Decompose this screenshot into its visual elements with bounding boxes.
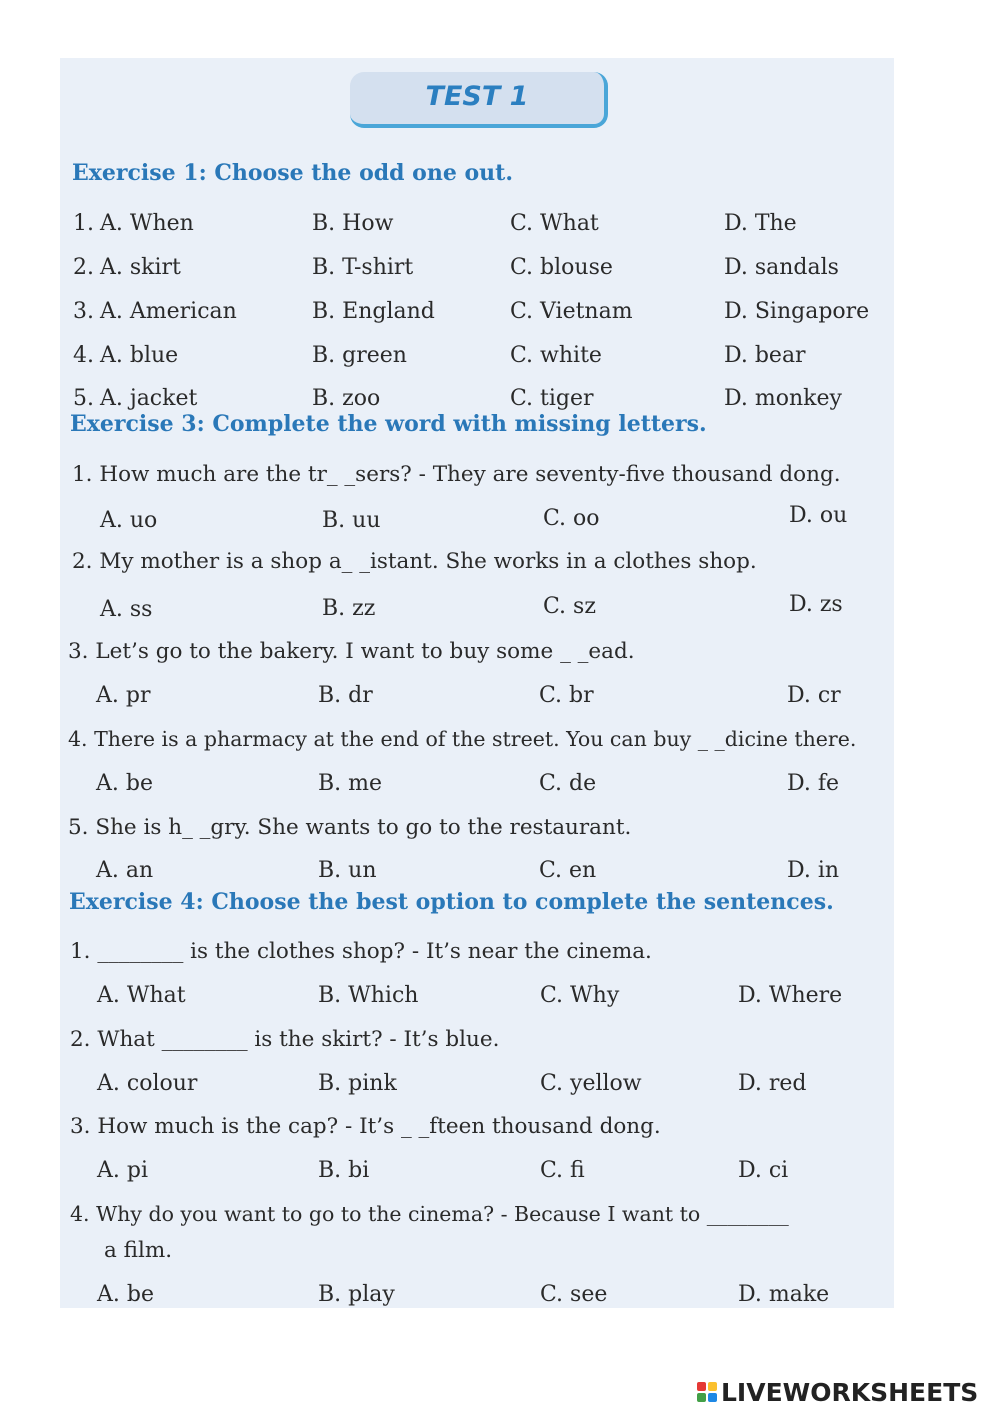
exercise4-question: 2. What ________ is the skirt? - It’s blue. [70,1027,500,1052]
exercise3-question: 1. How much are the tr_ _sers? - They are seventy-five thousand dong. [72,462,841,487]
exercise4-question: 4. Why do you want to go to the cinema? - Because I want to ________ [70,1202,789,1226]
exercise3-question: 3. Let’s go to the bakery. I want to buy some _ _ead. [68,639,635,664]
logo-square-yellow [708,1382,717,1391]
liveworksheets-icon [697,1382,717,1402]
liveworksheets-logo[interactable] [697,1372,978,1412]
exercise1-heading: Exercise 1: Choose the odd one out. [72,160,513,186]
logo-square-blue [708,1393,717,1402]
exercise4-question-continued: a film. [104,1238,173,1263]
logo-text: LIVEWORKSHEETS [721,1377,979,1407]
exercise3-question: 4. There is a pharmacy at the end of the street. You can buy _ _dicine there. [68,727,857,751]
test-title: TEST 1 [350,72,608,128]
exercise4-question: 3. How much is the cap? - It’s _ _fteen thousand dong. [70,1114,661,1139]
logo-square-green [697,1393,706,1402]
exercise4-question: 1. ________ is the clothes shop? - It’s near the cinema. [70,939,652,964]
exercise3-heading: Exercise 3: Complete the word with missing letters. [70,411,707,437]
exercise3-question: 5. She is h_ _gry. She wants to go to the restaurant. [68,815,632,840]
exercise3-question: 2. My mother is a shop a_ _istant. She works in a clothes shop. [72,549,757,574]
exercise4-heading: Exercise 4: Choose the best option to complete the sentences. [69,889,834,915]
logo-square-red [697,1382,706,1391]
